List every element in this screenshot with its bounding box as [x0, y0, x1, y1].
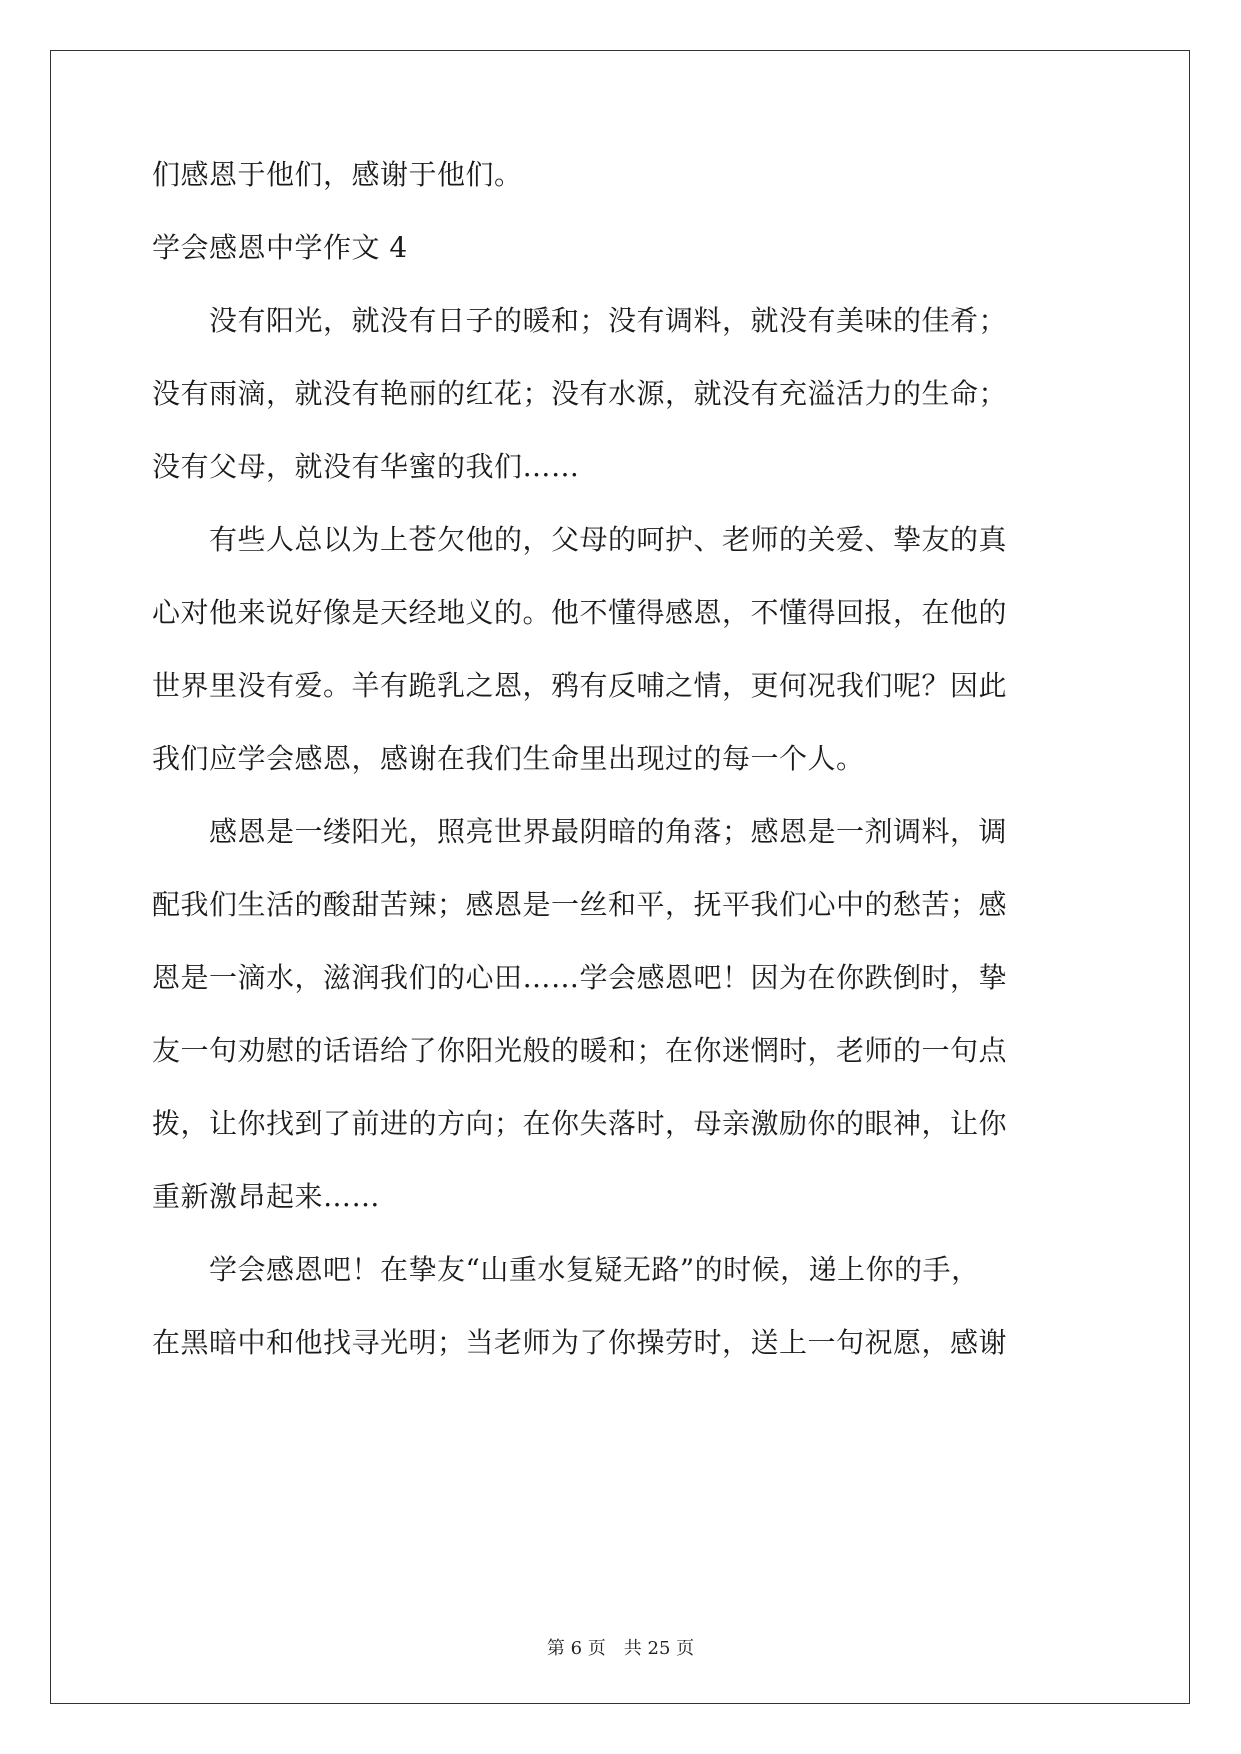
- page-border: [50, 50, 1190, 1704]
- text-line: 重新激昂起来……: [152, 1180, 381, 1213]
- essay-title: 学会感恩中学作文 4: [152, 231, 408, 264]
- text-line: 我们应学会感恩，感谢在我们生命里出现过的每一个人。: [152, 742, 865, 775]
- text-line: 没有雨滴，就没有艳丽的红花；没有水源，就没有充溢活力的生命；: [152, 377, 1008, 410]
- text-line: 没有父母，就没有华蜜的我们……: [152, 450, 580, 483]
- text-line: 拨，让你找到了前进的方向；在你失落时，母亲激励你的眼神，让你: [152, 1107, 1008, 1140]
- text-line: 配我们生活的酸甜苦辣；感恩是一丝和平，抚平我们心中的愁苦；感: [152, 888, 1008, 921]
- text-line: 在黑暗中和他找寻光明；当老师为了你操劳时，送上一句祝愿，感谢: [152, 1326, 1008, 1359]
- text-line: 心对他来说好像是天经地义的。他不懂得感恩，不懂得回报，在他的: [152, 596, 1008, 629]
- text-line: 们感恩于他们，感谢于他们。: [152, 158, 523, 191]
- text-line: 友一句劝慰的话语给了你阳光般的暖和；在你迷惘时，老师的一句点: [152, 1034, 1008, 1067]
- text-line: 没有阳光，就没有日子的暖和；没有调料，就没有美味的佳肴；: [152, 304, 1008, 337]
- text-line: 恩是一滴水，滋润我们的心田……学会感恩吧！因为在你跌倒时，挚: [152, 961, 1008, 994]
- text-line: 有些人总以为上苍欠他的，父母的呵护、老师的关爱、挚友的真: [152, 523, 1008, 556]
- text-line: 学会感恩吧！在挚友“山重水复疑无路”的时候，递上你的手，: [152, 1253, 980, 1286]
- text-line: 世界里没有爱。羊有跪乳之恩，鸦有反哺之情，更何况我们呢？因此: [152, 669, 1008, 702]
- page-footer: [0, 1634, 1241, 1660]
- page-number: 第 6 页 共 25 页: [546, 1638, 695, 1659]
- text-line: 感恩是一缕阳光，照亮世界最阴暗的角落；感恩是一剂调料，调: [152, 815, 1008, 848]
